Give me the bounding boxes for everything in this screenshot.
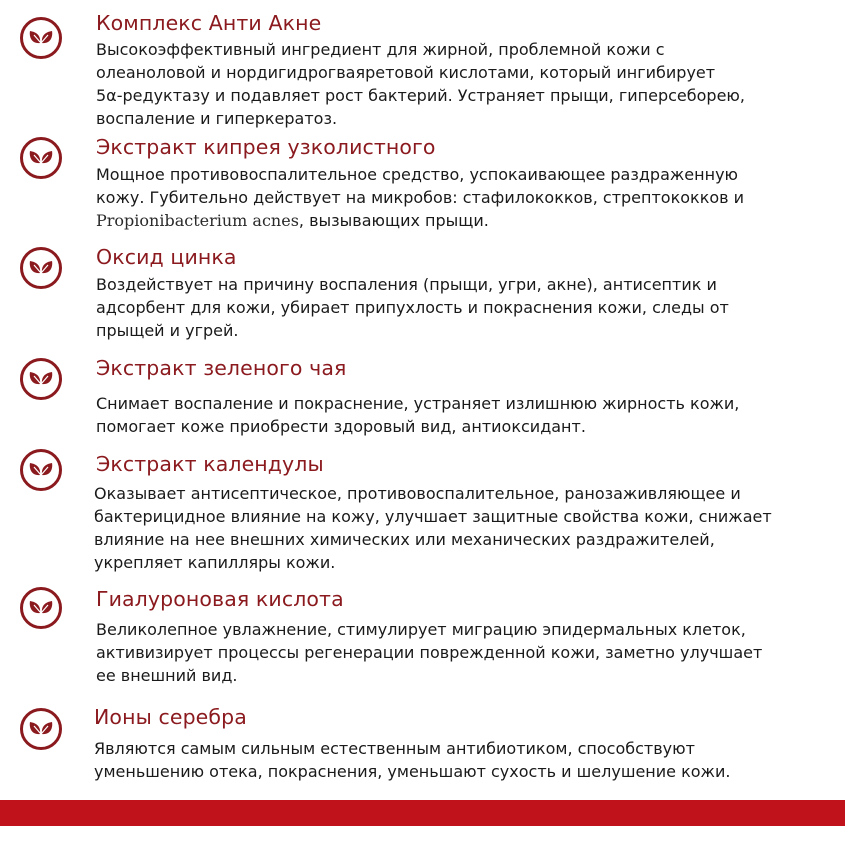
ingredient-title: Экстракт календулы — [96, 452, 324, 476]
ingredient-description: Снимает воспаление и покраснение, устраняет излишнюю жирность кожи, помогает коже приобрести здоровый вид, антиоксидант. — [96, 394, 740, 436]
ingredient-title: Оксид цинка — [96, 245, 237, 269]
leaf-circle-icon — [19, 246, 63, 290]
ingredient-title: Экстракт зеленого чая — [96, 356, 347, 380]
ingredient-title: Ионы серебра — [94, 705, 247, 729]
bottom-bar — [0, 800, 845, 826]
leaf-circle-icon — [19, 707, 63, 751]
leaf-circle-icon — [19, 448, 63, 492]
ingredient-title: Экстракт кипрея узколистного — [96, 135, 436, 159]
leaf-circle-icon — [19, 136, 63, 180]
ingredient-title: Гиалуроновая кислота — [96, 587, 344, 611]
latin-name: Propionibacterium acnes — [96, 211, 299, 230]
leaf-circle-icon — [19, 16, 63, 60]
ingredient-description: Являются самым сильным естественным антибиотиком, способствуют уменьшению отека, покраснения, уменьшают сухость и шелушение кожи. — [94, 739, 731, 781]
ingredient-description: Высокоэффективный ингредиент для жирной, проблемной кожи с олеаноловой и нордигидрогваяретовой кислотами, который ингибирует 5α-редуктазу и подавляет рост бактерий. Устраняет прыщи, гиперсеборею, воспаление и гиперкератоз. — [96, 40, 745, 128]
ingredient-description: Воздействует на причину воспаления (прыщи, угри, акне), антисептик и адсорбент для кожи, убирает припухлость и покраснения кожи, следы от прыщей и угрей. — [96, 275, 729, 340]
ingredient-description: Мощное противовоспалительное средство, успокаивающее раздраженную кожу. Губительно действует на микробов: стафилококков, стрептококков и Propionibacterium acnes, вызывающих прыщи. — [96, 165, 745, 230]
leaf-circle-icon — [19, 357, 63, 401]
ingredient-description: Великолепное увлажнение, стимулирует миграцию эпидермальных клеток, активизирует процессы регенерации поврежденной кожи, заметно улучшает ее внешний вид. — [96, 620, 763, 685]
leaf-circle-icon — [19, 586, 63, 630]
ingredient-description: Оказывает антисептическое, противовоспалительное, ранозаживляющее и бактерицидное влияние на кожу, улучшает защитные свойства кожи, снижает влияние на нее внешних химических или механических раздражителей, укрепляет капилляры кожи. — [94, 484, 772, 572]
ingredient-title: Комплекс Анти Акне — [96, 11, 322, 35]
